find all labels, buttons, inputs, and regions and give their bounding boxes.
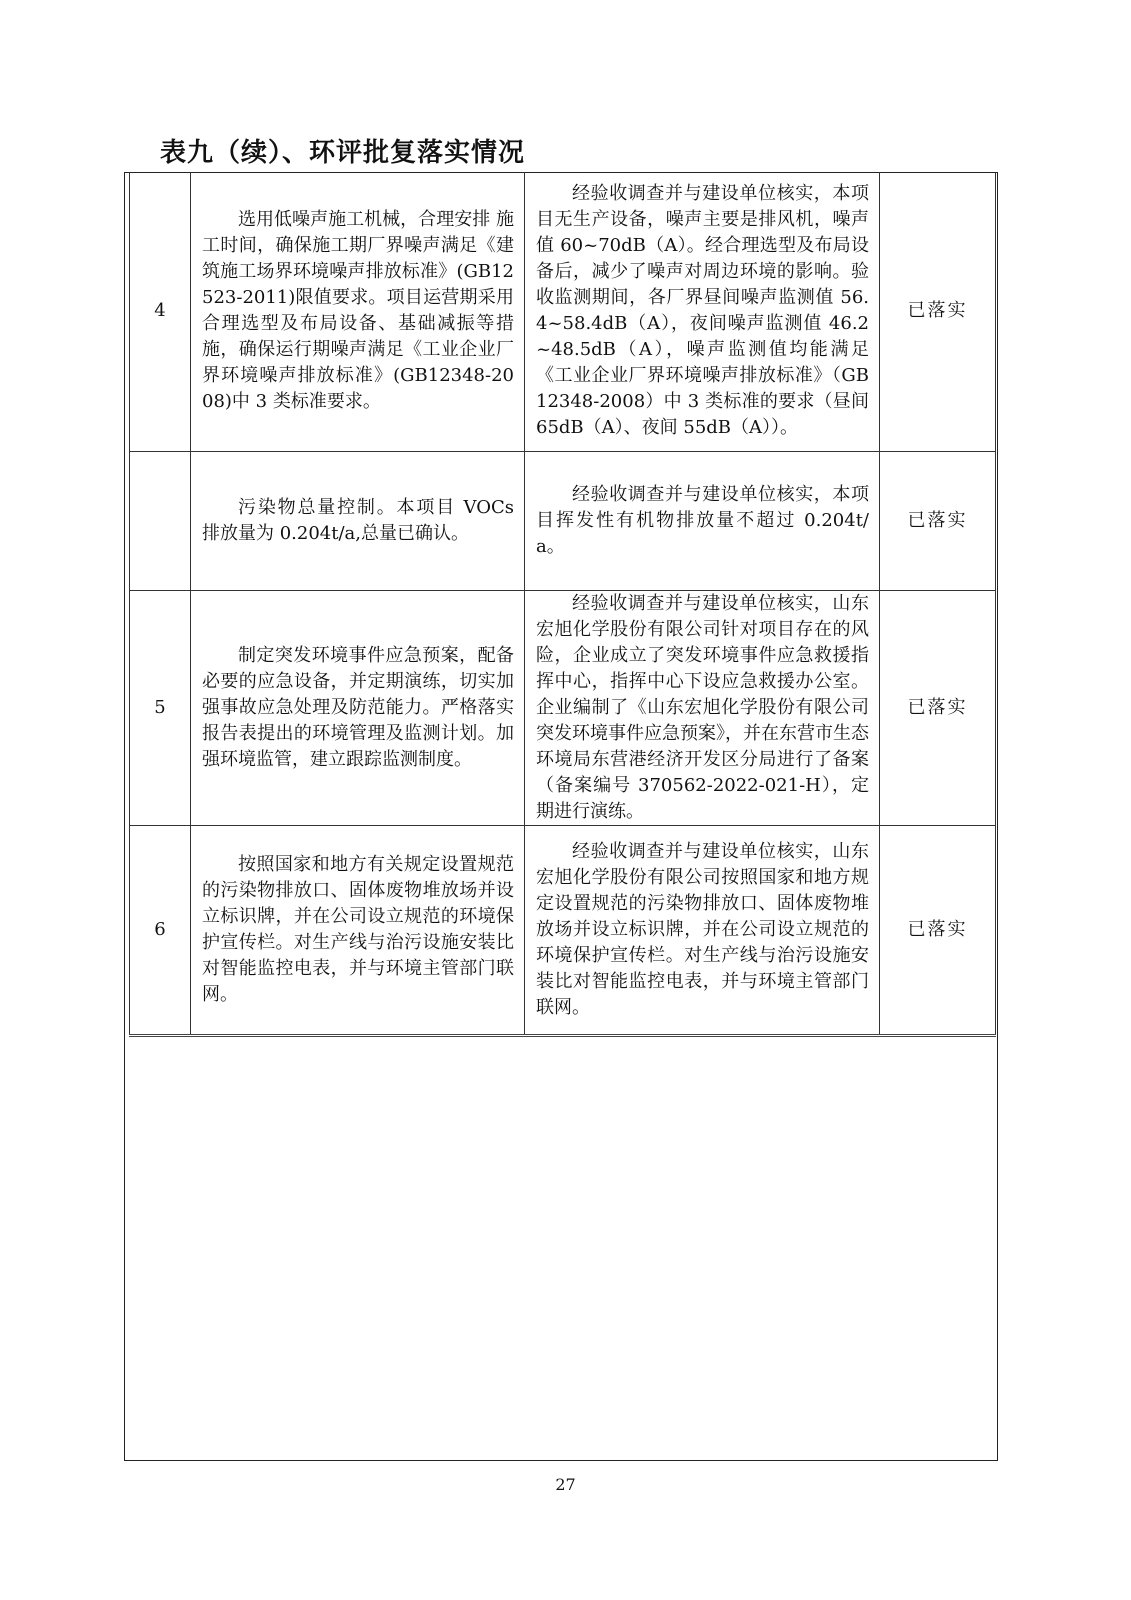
requirement-cell bbox=[191, 590, 525, 825]
row-number: 5 bbox=[130, 590, 191, 825]
requirement-text: 污染物总量控制。本项目 VOCs 排放量为 0.204t/a,总量已确认。 bbox=[202, 496, 514, 544]
requirement-cell bbox=[191, 825, 525, 1035]
requirement-text: 制定突发环境事件应急预案，配备必要的应急设备，并定期演练，切实加强事故应急处理及防范能力。严格落实报告表提出的环境管理及监测计划。加强环境监管，建立跟踪监测制度。 bbox=[202, 644, 514, 770]
status-cell bbox=[880, 172, 996, 451]
status-cell bbox=[880, 825, 996, 1035]
table-row bbox=[130, 590, 996, 825]
table-row bbox=[130, 172, 996, 451]
implementation-text: 经验收调查并与建设单位核实，本项目无生产设备，噪声主要是排风机，噪声值 60~70dB（A）。经合理选型及布局设备后，减少了噪声对周边环境的影响。验收监测期间，各厂界昼间噪声监测值 56.4~58.4dB（A），夜间噪声监测值 46.2~48.5dB（A），噪声监测值均能满足《工业企业厂界环境噪声排放标准》（GB12348-2008）中 3 类标准的要求（昼间 65dB（A）、夜间 55dB（A））。 bbox=[536, 183, 869, 439]
row-number: 6 bbox=[130, 825, 191, 1035]
implementation-cell bbox=[525, 590, 880, 825]
status-cell bbox=[880, 451, 996, 590]
page-title: 表九（续）、环评批复落实情况 bbox=[160, 138, 526, 168]
status-text: 已落实 bbox=[907, 918, 968, 940]
requirement-cell bbox=[191, 172, 525, 451]
status-text: 已落实 bbox=[907, 300, 968, 322]
requirement-text: 选用低噪声施工机械，合理安排 施工时间，确保施工期厂界噪声满足《建筑施工场界环境噪声排放标准》(GB12523-2011)限值要求。项目运营期采用 合理选型及布局设备、基础减振等措施，确保运行期噪声满足《工业企业厂界环境噪声排放标准》(GB12348-2008)中 3 类标准要求。 bbox=[202, 209, 514, 413]
table-row bbox=[130, 451, 996, 590]
status-cell bbox=[880, 590, 996, 825]
status-text: 已落实 bbox=[907, 696, 968, 718]
page-number: 27 bbox=[555, 1475, 576, 1494]
requirement-cell bbox=[191, 451, 525, 590]
implementation-cell bbox=[525, 825, 880, 1035]
table-row bbox=[130, 825, 996, 1035]
status-text: 已落实 bbox=[907, 509, 968, 531]
requirement-text: 按照国家和地方有关规定设置规范的污染物排放口、固体废物堆放场并设立标识牌，并在公司设立规范的环境保护宣传栏。对生产线与治污设施安装比对智能监控电表，并与环境主管部门联网。 bbox=[202, 853, 514, 1005]
implementation-cell bbox=[525, 172, 880, 451]
approval-implementation-table bbox=[129, 172, 996, 1037]
row-number bbox=[130, 451, 191, 590]
implementation-text: 经验收调查并与建设单位核实，山东宏旭化学股份有限公司针对项目存在的风险，企业成立了突发环境事件应急救援指挥中心，指挥中心下设应急救援办公室。企业编制了《山东宏旭化学股份有限公司突发环境事件应急预案》，并在东营市生态环境局东营港经济开发区分局进行了备案（备案编号 370562-2022-021-H），定期进行演练。 bbox=[536, 592, 869, 822]
implementation-text: 经验收调查并与建设单位核实，本项目挥发性有机物排放量不超过 0.204t/a。 bbox=[536, 483, 869, 557]
implementation-cell bbox=[525, 451, 880, 590]
implementation-text: 经验收调查并与建设单位核实，山东宏旭化学股份有限公司按照国家和地方规定设置规范的污染物排放口、固体废物堆放场并设立标识牌，并在公司设立规范的环境保护宣传栏。对生产线与治污设施安装比对智能监控电表，并与环境主管部门联网。 bbox=[536, 840, 869, 1018]
row-number: 4 bbox=[130, 172, 191, 451]
